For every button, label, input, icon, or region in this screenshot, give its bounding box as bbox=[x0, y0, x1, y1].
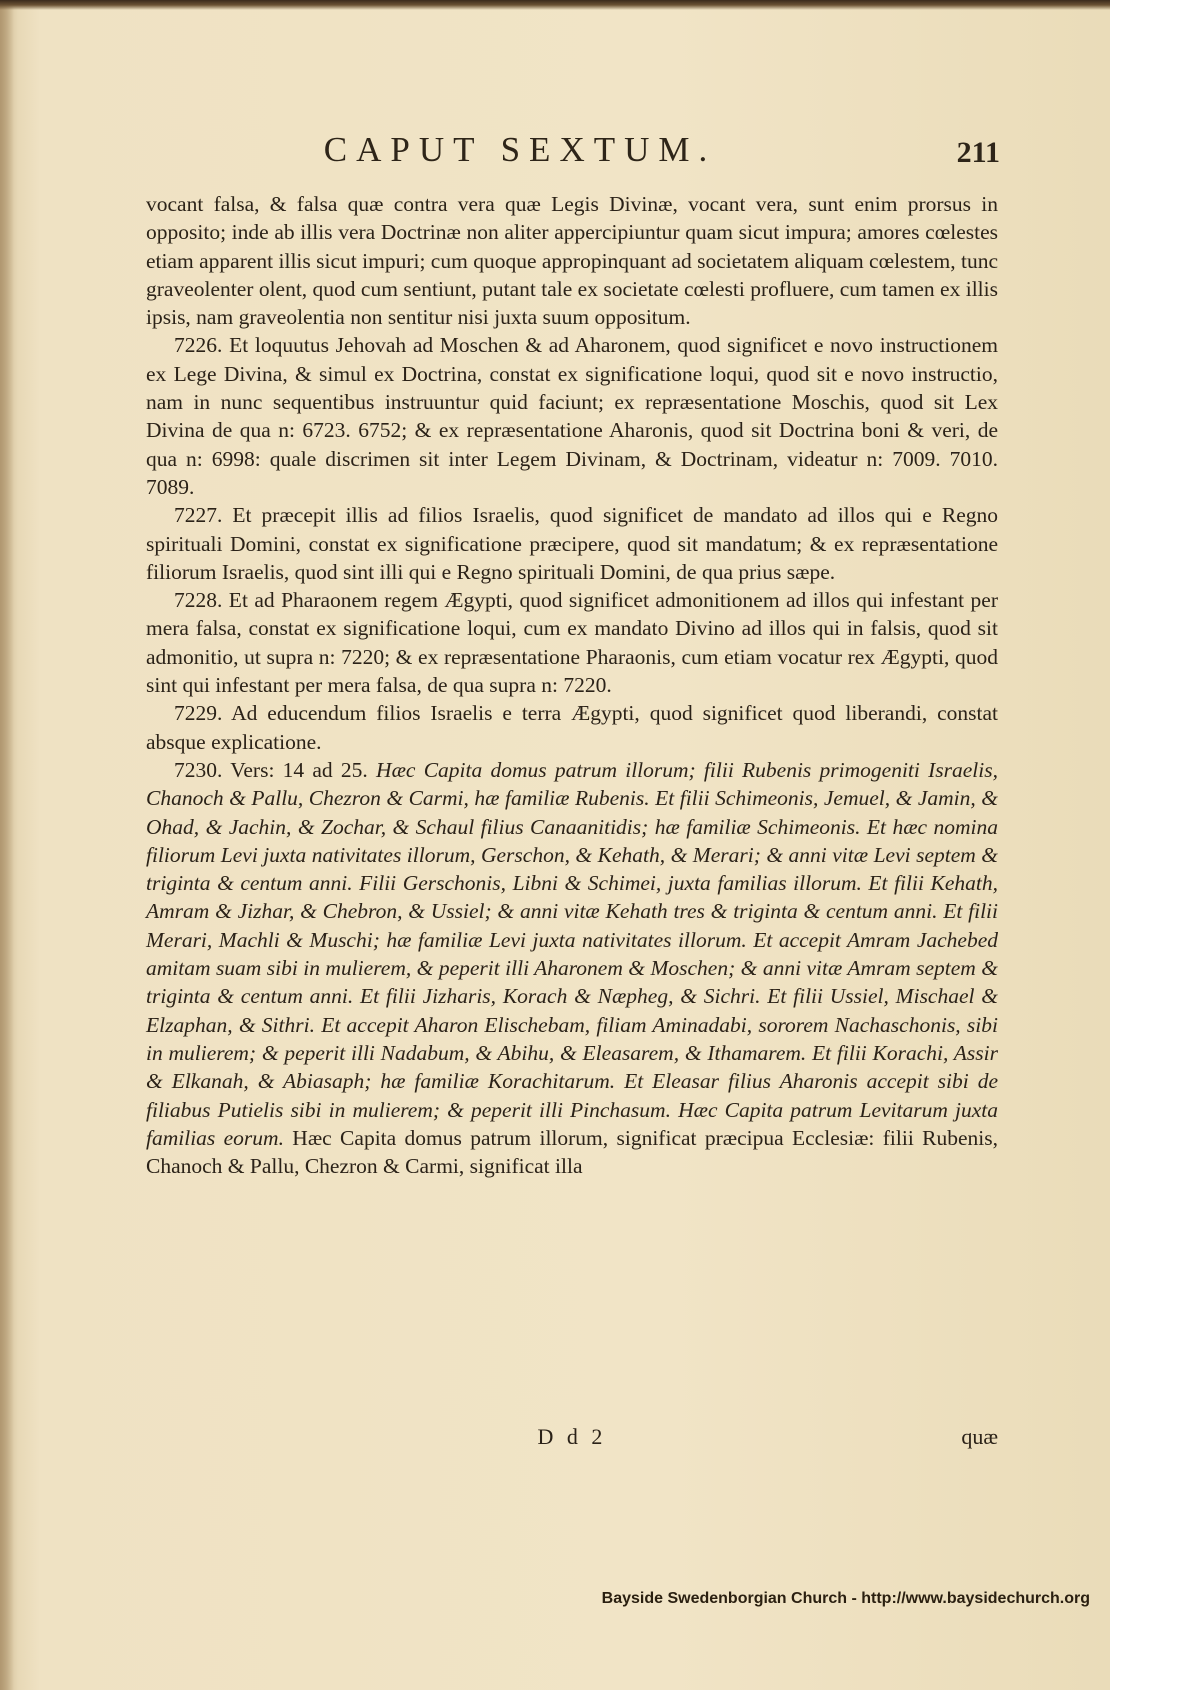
text-segment: 7228. Et ad Pharaonem regem Ægypti, quod significet admonitionem ad illos qui infestant per mera falsa, constat ex significatione loqui, cum ex mandato Divino ad illos qui in falsis, quod sit admonitio, ut supra n: 7220; & ex repræsentatione Pharaonis, cum etiam vocatur rex Ægypti, quod sint qui infestant per mera falsa, de qua supra n: 7220. bbox=[146, 588, 998, 698]
text-segment: 7229. Ad educendum filios Israelis e terra Ægypti, quod significet quod liberandi, constat absque explicatione. bbox=[146, 701, 998, 754]
catchword: quæ bbox=[961, 1424, 998, 1449]
page-header bbox=[140, 130, 1000, 180]
body-text bbox=[146, 190, 998, 1180]
paragraph bbox=[146, 501, 998, 586]
italic-text-segment: Hæc Capita domus patrum illorum; filii Rubenis primogeniti Israelis, Chanoch & Pallu, Chezron & Carmi, hæ familiæ Rubenis. Et filii Schimeonis, Jemuel, & Jamin, & Ohad, & Jachin, & Zochar, & Schaul filius Canaanitidis; hæ familiæ Schimeonis. Et hæc nomina filiorum Levi juxta nativitates illorum, Gerschon, & Kehath, & Merari; & anni vitæ Levi septem & triginta & centum anni. Filii Gerschonis, Libni & Schimei, juxta familias illorum. Et filii Kehath, Amram & Jizhar, & Chebron, & Ussiel; & anni vitæ Kehath tres & triginta & centum anni. Et filii Merari, Machli & Muschi; hæ familiæ Levi juxta nativitates illorum. Et accepit Amram Jachebed amitam suam sibi in mulierem, & peperit illi Aharonem & Moschen; & anni vitæ Amram septem & triginta & centum anni. Et filii Jizharis, Korach & Næpheg, & Sichri. Et filii Ussiel, Mischael & Elzaphan, & Sithri. Et accepit Aharon Elischebam, filiam Aminadabi, sororem Nachaschonis, sibi in mulierem; & peperit illi Nadabum, & Abihu, & Eleasarem, & Ithamarem. Et filii Korachi, Assir & Elkanah, & Abiasaph; hæ familiæ Korachitarum. Et Eleasar filius Aharonis accepit sibi de filiabus Putielis sibi in mulierem; & peperit illi Pinchasum. Hæc Capita patrum Levitarum juxta familias eorum. bbox=[146, 757, 998, 1150]
signature-mark: D d 2 bbox=[537, 1424, 607, 1449]
paragraph bbox=[146, 699, 998, 756]
paragraph bbox=[146, 586, 998, 699]
page-footer bbox=[146, 1424, 998, 1456]
credit-line: Bayside Swedenborgian Church - http://www.baysidechurch.org bbox=[601, 1590, 1090, 1607]
page-top-edge bbox=[0, 0, 1110, 10]
text-segment: 7230. Vers: 14 ad 25. bbox=[174, 757, 377, 782]
paragraph bbox=[146, 331, 998, 501]
text-segment: 7226. Et loquutus Jehovah ad Moschen & ad Aharonem, quod significet e novo instructionem ex Lege Divina, & simul ex Doctrina, constat ex significatione loqui, quod sit e novo instructio, nam in nunc sequentibus instruuntur quid faciunt; ex repræsentatione Moschis, quod sit Lex Divina de qua n: 6723. 6752; & ex repræsentatione Aharonis, quod sit Doctrina boni & veri, de qua n: 6998: quale discrimen sit inter Legem Divinam, & Doctrinam, videatur n: 7009. 7010. 7089. bbox=[146, 333, 998, 499]
paragraph bbox=[146, 756, 998, 1180]
text-segment: vocant falsa, & falsa quæ contra vera quæ Legis Divinæ, vocant vera, sunt enim prorsus in opposito; inde ab illis vera Doctrinæ non aliter appercipiuntur quam sicut impura; amores cœlestes etiam apparent illis sicut impuri; cum quoque appropinquant ad societatem aliquam cœlestem, tunc graveolenter olent, quod cum sentiunt, putant tale ex societate cœlesti profluere, cum tamen ex illis ipsis, nam graveolentia non sentitur nisi juxta suum oppositum. bbox=[146, 192, 999, 330]
page-spine-shadow bbox=[0, 0, 14, 1690]
page-number: 211 bbox=[956, 136, 1000, 169]
text-segment: 7227. Et præcepit illis ad filios Israelis, quod significet de mandato ad illos qui e Regno spirituali Domini, constat ex significatione præcipere, quod sit mandatum; & ex repræsentatione filiorum Israelis, quod sint illi qui e Regno spirituali Domini, de qua prius sæpe. bbox=[146, 503, 998, 584]
running-head: CAPUT SEXTUM. bbox=[323, 130, 717, 169]
text-segment: Hæc Capita domus patrum illorum, significat præcipua Ecclesiæ: filii Rubenis, Chanoch & Pallu, Chezron & Carmi, significat illa bbox=[146, 1125, 998, 1179]
paragraph bbox=[146, 190, 998, 331]
